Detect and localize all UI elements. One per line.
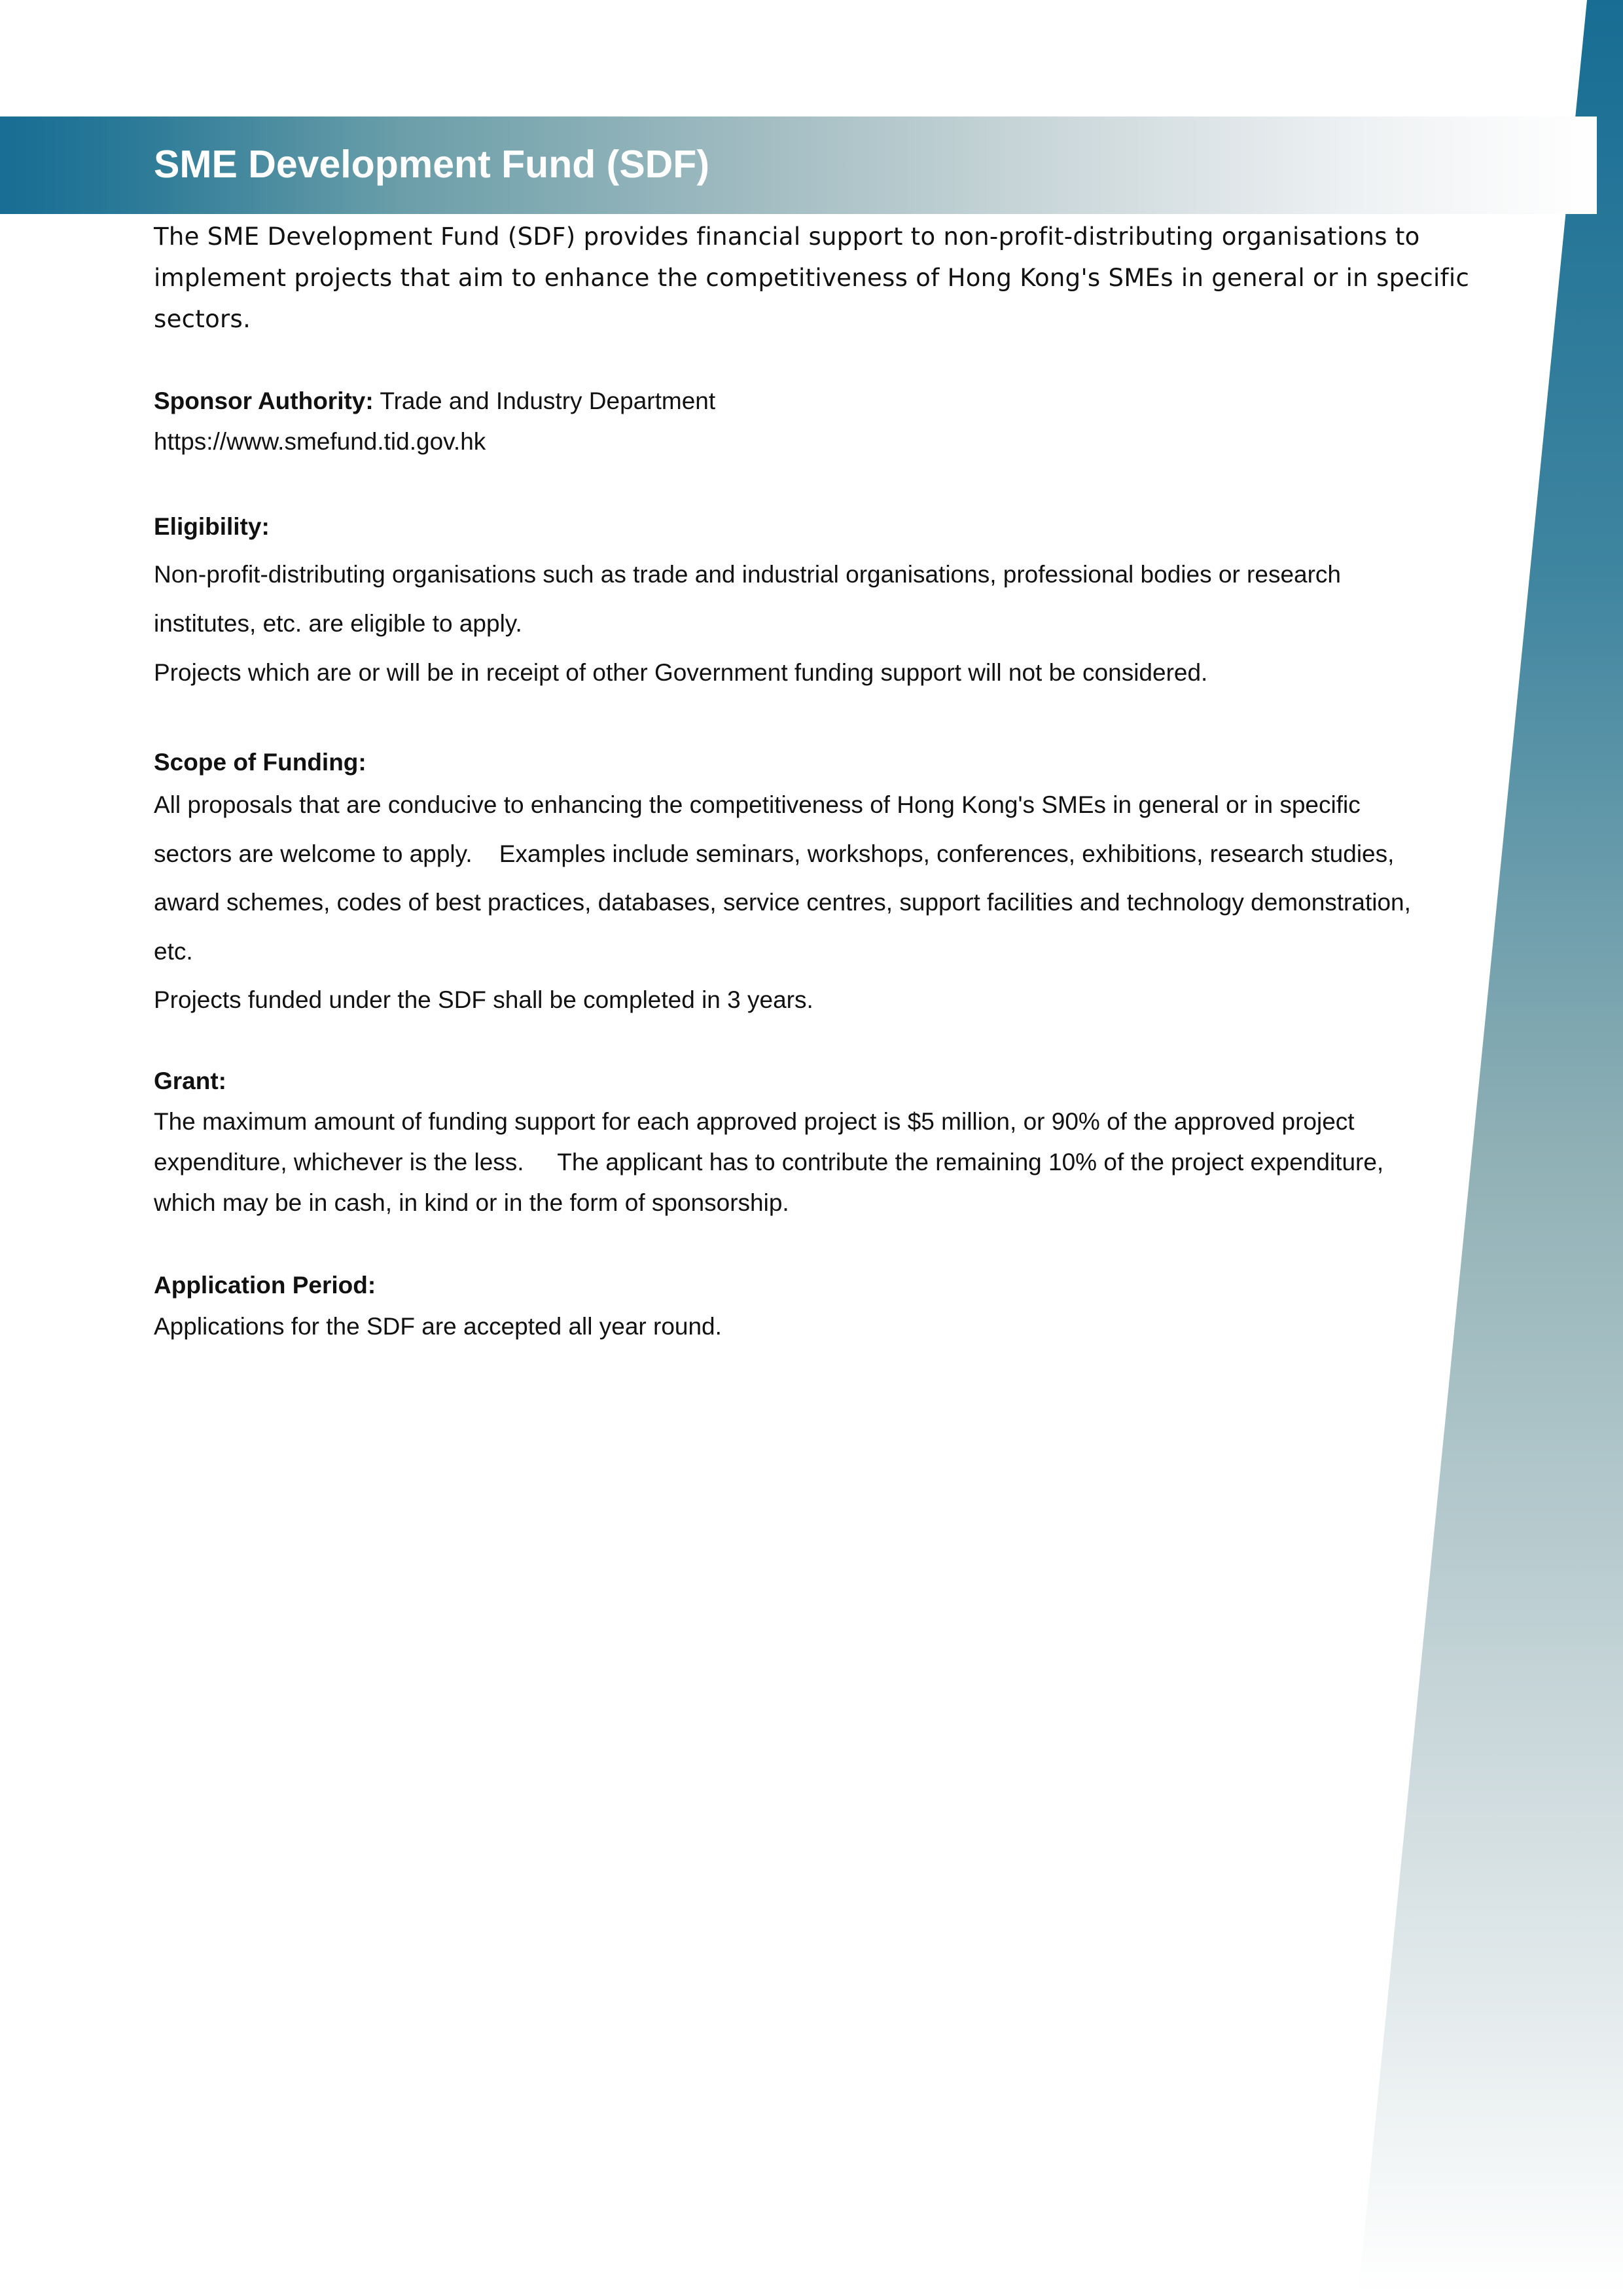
grant-line: which may be in cash, in kind or in the form of sponsorship. bbox=[154, 1189, 789, 1216]
eligibility-heading: Eligibility: bbox=[154, 513, 270, 540]
grant-heading: Grant: bbox=[154, 1067, 226, 1094]
intro-paragraph bbox=[154, 216, 1489, 340]
sponsor-authority-line bbox=[154, 385, 715, 418]
scope-line: Projects funded under the SDF shall be completed in 3 years. bbox=[154, 986, 813, 1013]
intro-line: implement projects that aim to enhance the competitiveness of Hong Kong's SMEs in general or in specific bbox=[154, 264, 1470, 292]
application-period-line: Applications for the SDF are accepted all year round. bbox=[154, 1313, 722, 1340]
sponsor-authority-label: Sponsor Authority: bbox=[154, 387, 374, 414]
eligibility-line: Projects which are or will be in receipt of other Government funding support will not be considered. bbox=[154, 659, 1208, 686]
sponsor-url-link[interactable]: https://www.smefund.tid.gov.hk bbox=[154, 428, 486, 455]
intro-line: The SME Development Fund (SDF) provides financial support to non-profit-distributing organisations to bbox=[154, 223, 1420, 251]
scope-line: sectors are welcome to apply. Examples include seminars, workshops, conferences, exhibitions, research studies, bbox=[154, 840, 1395, 867]
scope-line: etc. bbox=[154, 938, 193, 965]
scope-line: All proposals that are conducive to enhancing the competitiveness of Hong Kong's SMEs in general or in specific bbox=[154, 791, 1361, 818]
eligibility-line: Non-profit-distributing organisations such as trade and industrial organisations, professional bodies or research bbox=[154, 561, 1341, 588]
application-period-heading: Application Period: bbox=[154, 1272, 376, 1299]
sponsor-authority-value: Trade and Industry Department bbox=[380, 387, 716, 414]
intro-line: sectors. bbox=[154, 305, 251, 333]
grant-line: expenditure, whichever is the less. The applicant has to contribute the remaining 10% of the project expenditure, bbox=[154, 1149, 1384, 1175]
scope-heading: Scope of Funding: bbox=[154, 749, 366, 776]
eligibility-line: institutes, etc. are eligible to apply. bbox=[154, 610, 522, 637]
grant-line: The maximum amount of funding support for each approved project is $5 million, or 90% of the approved project bbox=[154, 1108, 1355, 1135]
scope-line: award schemes, codes of best practices, databases, service centres, support facilities and technology demonstration, bbox=[154, 889, 1411, 916]
page-title: SME Development Fund (SDF) bbox=[154, 143, 709, 186]
